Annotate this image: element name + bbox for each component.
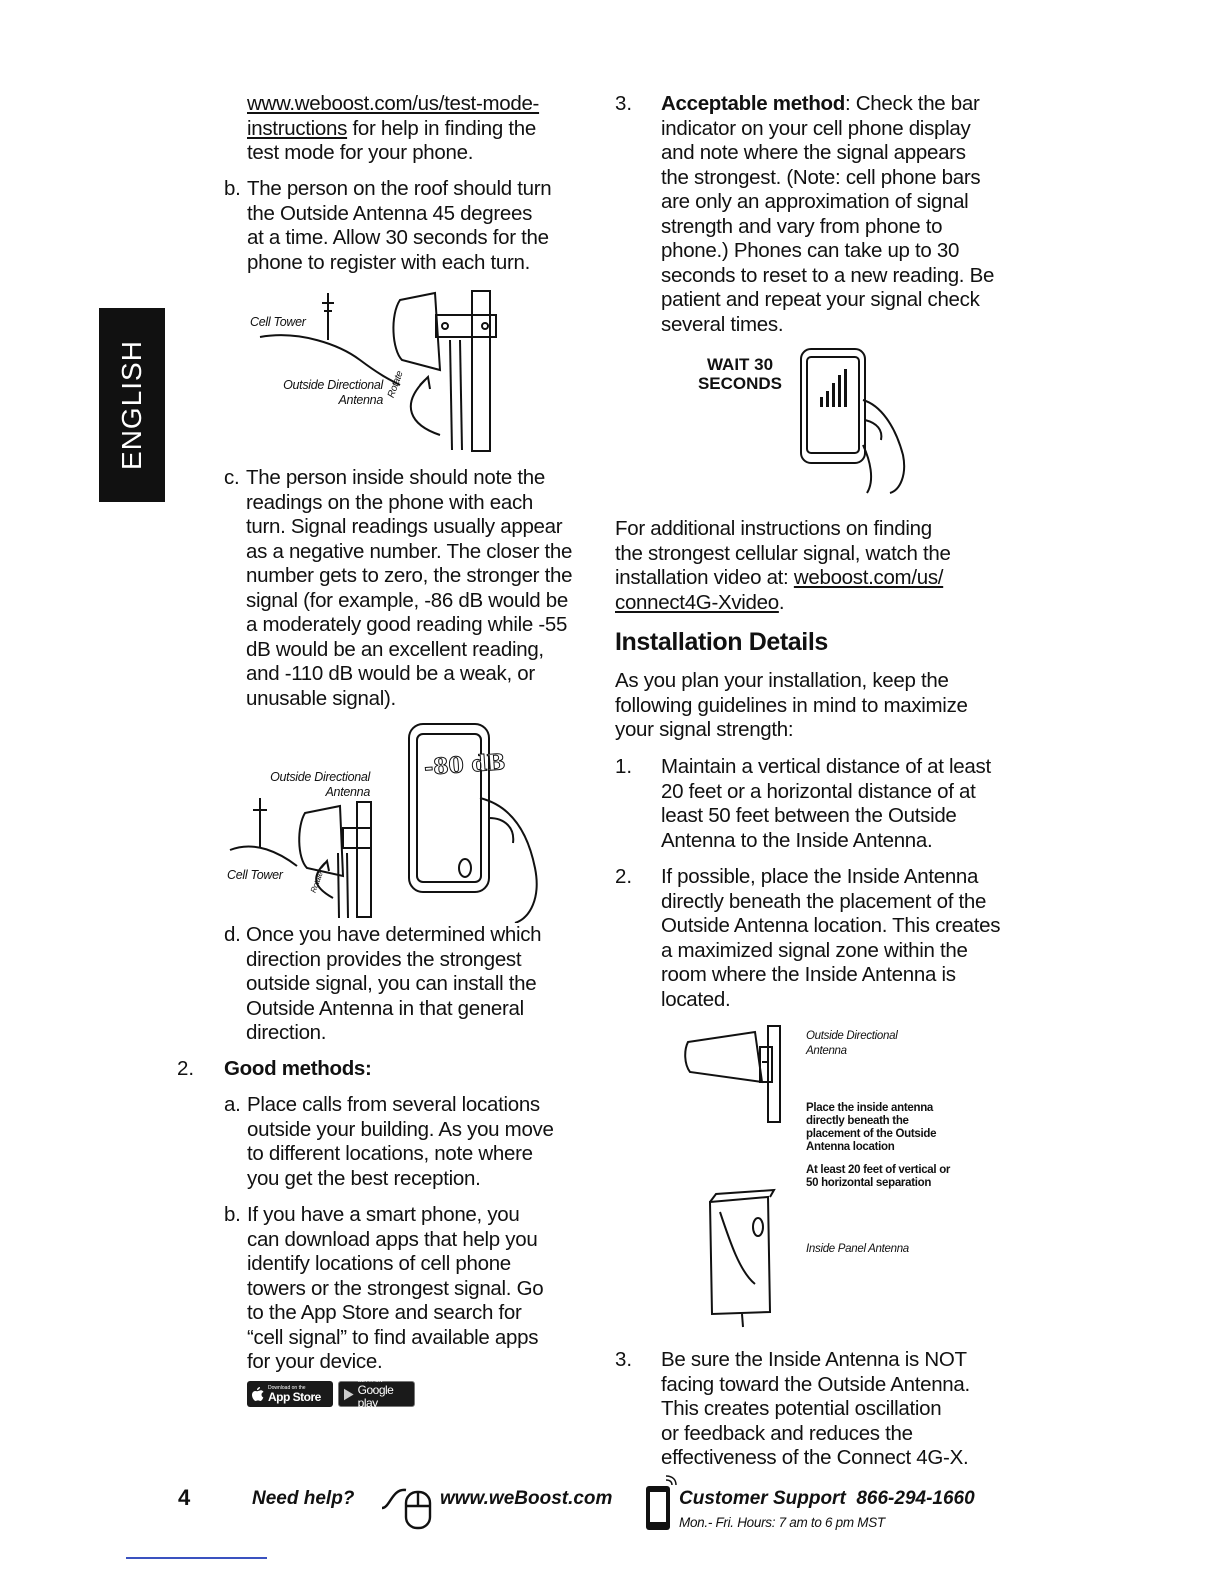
cell-phone-icon: [642, 1474, 678, 1532]
language-tab-label: ENGLISH: [116, 340, 147, 470]
wait-30-seconds-label: WAIT 30 SECONDS: [697, 355, 783, 393]
guideline-2-text: If possible, place the Inside Antenna directly beneath the placement of the Outside Antenna location. This creates a maximized signal zone within the room where the Inside Antenna is located.: [661, 865, 1001, 1011]
support-hours: Mon.- Fri. Hours: 7 am to 6 pm MST: [679, 1515, 885, 1530]
step-d-marker: d.: [224, 923, 241, 946]
fig2-rotate-label: Rotate: [308, 870, 325, 895]
bottom-rule: [126, 1557, 267, 1559]
guideline-3-text: Be sure the Inside Antenna is NOT facing toward the Outside Antenna. This creates potential oscillation or feedback and reduces the effectiveness of the Connect 4G-X.: [661, 1348, 970, 1469]
guideline-3-number: 3.: [615, 1348, 633, 1371]
test-mode-intro: www.weboost.com/us/test-mode- instructions for help in finding the test mode for your phone.: [247, 92, 540, 164]
guideline-1-text: Maintain a vertical distance of at least 20 feet or a horizontal distance of at least 50 feet between the Outside Antenna to the Inside Antenna.: [661, 755, 991, 852]
step-b-text: The person on the roof should turn the Outside Antenna 45 degrees at a time. Allow 30 seconds for the phone to register with each turn.: [247, 177, 552, 274]
step-c-marker: c.: [224, 466, 240, 489]
phone-signal-bars-figure: [795, 345, 910, 495]
support-label: Customer Support 866-294-1660: [679, 1488, 975, 1509]
test-mode-link[interactable]: www.weboost.com/us/test-mode- instructions: [247, 92, 540, 140]
good-a-marker: a.: [224, 1093, 241, 1116]
website-link[interactable]: www.weBoost.com: [440, 1488, 613, 1509]
need-help-label: Need help?: [252, 1488, 355, 1509]
fig1-cell-tower-label: Cell Tower: [250, 315, 306, 329]
google-play-badge[interactable]: GET IT ON Google play: [338, 1381, 415, 1407]
fig3-inside-antenna-label: Inside Panel Antenna: [806, 1243, 909, 1255]
item-3-number: 3.: [615, 92, 633, 115]
step-b-marker: b.: [224, 177, 241, 200]
fig1-antenna-label: Outside Directional Antenna: [283, 378, 383, 407]
step-c-text: The person inside should note the readings on the phone with each turn. Signal readings usually appear as a negative number. The closer the number gets to zero, the stronger the signal (for example, -86 dB would be a moderately good reading while -55 dB would be an excellent reading, and -110 dB would be a weak, or unusable signal).: [246, 466, 573, 710]
good-b-marker: b.: [224, 1203, 241, 1226]
page-number: 4: [178, 1485, 191, 1510]
fig2-antenna-label: Outside Directional Antenna: [270, 770, 370, 799]
acceptable-method-text: Acceptable method: Check the bar indicator on your cell phone display and note where the signal appears the strongest. (Note: cell phone bars are only an approximation of signal strength and vary from phone to phone.) Phones can take up to 30 seconds to reset to a new reading. Be patient and repeat your signal check several times.: [661, 92, 995, 336]
good-methods-heading: Good methods:: [224, 1057, 372, 1080]
guideline-2-number: 2.: [615, 865, 633, 888]
step-d-text: Once you have determined which direction provides the strongest outside signal, you can install the Outside Antenna in that general direction.: [246, 923, 542, 1044]
guideline-1-number: 1.: [615, 755, 633, 778]
play-icon: [344, 1388, 354, 1401]
figure-antenna-placement: [680, 1022, 800, 1332]
video-link-2[interactable]: connect4G-Xvideo: [615, 590, 779, 614]
fig3-separation-note: At least 20 feet of vertical or 50 horizontal separation: [806, 1164, 951, 1189]
figure-rotate-antenna-roof: [240, 285, 520, 455]
language-tab: [99, 308, 165, 502]
mouse-icon: [378, 1478, 434, 1530]
apple-icon: [252, 1387, 264, 1401]
additional-instructions: For additional instructions on finding the strongest cellular signal, watch the installation video at: weboost.com/us/ connect4G-Xvideo.: [615, 517, 951, 614]
fig3-outside-antenna-label: Outside Directional Antenna: [806, 1030, 898, 1057]
figure-phone-reading: [225, 718, 555, 923]
item-2-number: 2.: [177, 1057, 195, 1080]
fig2-cell-tower-label: Cell Tower: [227, 868, 283, 882]
installation-details-heading: Installation Details: [615, 628, 828, 656]
good-b-text: If you have a smart phone, you can download apps that help you identify locations of cell phone towers or the strongest signal. Go to the App Store and search for “cell signal” to find available apps for your device.: [247, 1203, 544, 1373]
installation-intro: As you plan your installation, keep the following guidelines in mind to maximize your signal strength:: [615, 669, 968, 741]
video-link-1[interactable]: weboost.com/us/: [793, 566, 944, 589]
phone-reading: -80 dB: [423, 749, 507, 781]
support-phone: 866-294-1660: [856, 1488, 975, 1509]
good-a-text: Place calls from several locations outside your building. As you move to different locations, note where you get the best reception.: [247, 1093, 554, 1190]
fig3-placement-note: Place the inside antenna directly beneath the placement of the Outside Antenna location: [806, 1102, 937, 1153]
fig1-rotate-label: Rotate: [385, 369, 406, 400]
app-store-badge[interactable]: Download on the App Store: [247, 1381, 333, 1407]
